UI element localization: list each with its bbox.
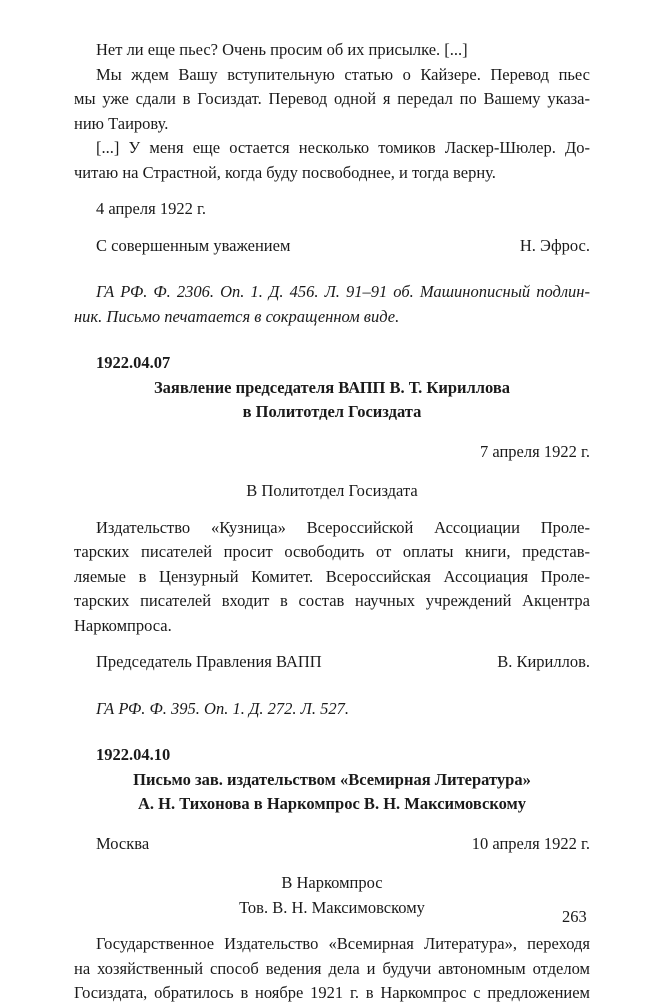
text-line: Госиздата, обратилось в ноябре 1921 г. в Наркомпрос с предложением bbox=[74, 983, 590, 1002]
document-title-line: Письмо зав. издательством «Всемирная Литература» bbox=[133, 769, 531, 789]
archive-line: ГА РФ. Ф. 2306. Оп. 1. Д. 456. Л. 91–91 об. Машинописный подлин- bbox=[96, 282, 590, 301]
document-body bbox=[74, 932, 590, 1006]
text-line: Издательство «Кузница» Всероссийской Ассоциации Проле- bbox=[96, 517, 590, 537]
page-number: 263 bbox=[562, 907, 587, 926]
text-line: тарских писателей просит освободить от оплаты книги, представ- bbox=[74, 542, 590, 561]
text-line: Мы ждем Вашу вступительную статью о Кайзере. Перевод пьес bbox=[96, 64, 590, 84]
letter-text bbox=[74, 38, 590, 185]
document-addressee: В Политотдел Госиздата bbox=[246, 481, 418, 500]
text-line: тарских писателей входит в состав научных учреждений Акцентра bbox=[74, 591, 590, 610]
signer-title: Председатель Правления ВАПП bbox=[96, 652, 322, 671]
page-content bbox=[74, 38, 590, 1006]
signer-signature: В. Кириллов. bbox=[497, 652, 590, 671]
text-line: [...] У меня еще остается несколько томиков Ласкер-Шюлер. До- bbox=[96, 138, 590, 157]
signer-row bbox=[74, 650, 590, 675]
text-line: на хозяйственный способ ведения дела и будучи автономным отделом bbox=[74, 958, 590, 978]
document-title-line: А. Н. Тихонова в Наркомпрос В. Н. Максимовскому bbox=[137, 794, 527, 813]
text-line: Нет ли еще пьес? Очень просим об их присылке. [...] bbox=[96, 40, 468, 59]
archive-line: ник. Письмо печатается в сокращенном виде. bbox=[74, 306, 400, 326]
document-number: 1922.04.07 bbox=[96, 353, 171, 372]
text-line: ляемые в Цензурный Комитет. Всероссийская Ассоциация Проле- bbox=[74, 566, 590, 586]
document-place: Москва bbox=[96, 833, 150, 853]
archive-reference bbox=[74, 280, 590, 329]
letter-signature: Н. Эфрос. bbox=[519, 235, 590, 255]
letter-date: 4 апреля 1922 г. bbox=[96, 199, 206, 218]
document-number: 1922.04.10 bbox=[96, 745, 171, 764]
document-body bbox=[74, 516, 590, 639]
text-line: нию Таирову. bbox=[74, 113, 169, 133]
document-addressee-line: Тов. В. Н. Максимовскому bbox=[239, 897, 425, 917]
text-line: Государственное Издательство «Всемирная Литература», переходя bbox=[96, 934, 590, 953]
place-date-row bbox=[74, 832, 590, 857]
letter-closing-row bbox=[74, 234, 590, 259]
archive-reference: ГА РФ. Ф. 395. Оп. 1. Д. 272. Л. 527. bbox=[96, 698, 349, 718]
text-line: Наркомпроса. bbox=[74, 615, 172, 635]
document-date: 10 апреля 1922 г. bbox=[471, 833, 590, 853]
text-line: читаю на Страстной, когда буду посвободнее, и тогда верну. bbox=[74, 162, 496, 182]
document-date: 7 апреля 1922 г. bbox=[480, 441, 590, 461]
document-title-line: Заявление председателя ВАПП В. Т. Кириллова bbox=[153, 377, 511, 397]
document-title-line: в Политотдел Госиздата bbox=[242, 402, 422, 421]
letter-closing: С совершенным уважением bbox=[96, 235, 291, 255]
document-addressee-line: В Наркомпрос bbox=[281, 873, 383, 892]
text-line: мы уже сдали в Госиздат. Перевод одной я передал по Вашему указа- bbox=[74, 89, 590, 108]
